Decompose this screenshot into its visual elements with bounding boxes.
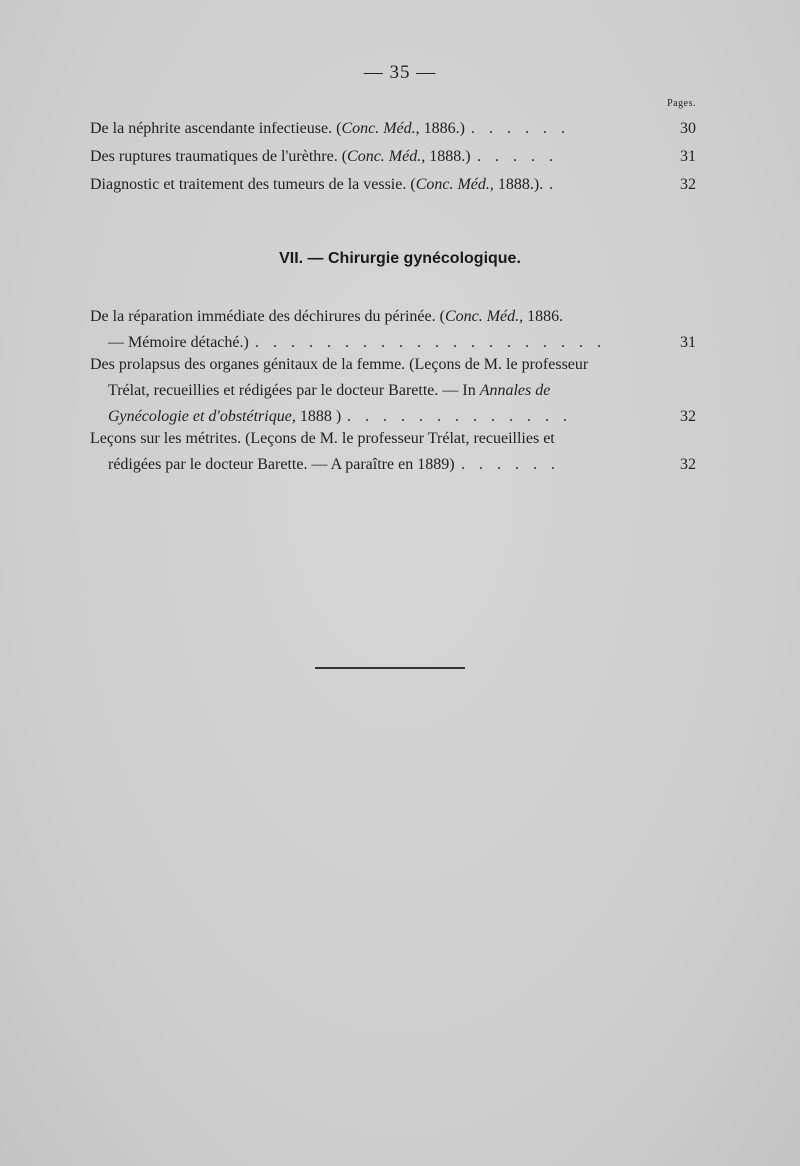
toc-entry-line [90,452,696,478]
section-title: VII. — Chirurgie gynécologique. [279,250,521,267]
entry-text-roman: rédigées par le docteur Barette. — A paraître en 1889) [108,456,455,473]
entry-text-roman: Trélat, recueillies et rédigées par le docteur Barette. — In [108,382,480,399]
page-reference: 32 [680,408,696,425]
entry-text-roman: , 1886.) [415,120,465,137]
closing-rule [315,667,465,669]
toc-entry [90,352,696,430]
page-reference: 31 [680,334,696,351]
page-number: — 35 — [363,62,437,83]
entry-text-roman: , 1888 ) [291,408,342,425]
toc-entry [90,426,696,478]
entry-text-roman: , 1886. [519,308,564,325]
entry-text-italic: Gynécologie et d'obstétrique [108,408,292,425]
leader-dots: . . . . . . [471,120,570,137]
leader-dots: . . . . . . . . . . . . . . . . . . . . [255,334,606,351]
page-reference: 32 [680,456,696,473]
entry-text [90,352,588,378]
toc-entry [90,304,696,356]
entry-text-italic: Conc. Méd. [444,308,520,325]
toc-entry-line [90,378,696,404]
page-reference: 30 [680,120,696,137]
entry-text [108,378,550,404]
entry-text [108,452,455,478]
toc-entry-line [90,426,696,452]
entry-text-roman: Diagnostic et traitement des tumeurs de la vessie. ( [90,176,416,193]
entry-text [90,426,555,452]
toc-entry-line [90,116,696,142]
entry-text-italic: Conc. Méd. [347,148,422,165]
entry-text-italic: Conc. Méd. [415,176,490,193]
toc-entry [90,116,696,142]
entry-text-roman: De la néphrite ascendante infectieuse. ( [90,120,342,137]
entry-text-roman: Des prolapsus des organes génitaux de la femme. (Leçons de M. le professeur [90,356,589,373]
entry-text-roman: De la réparation immédiate des déchirures du périnée. ( [90,308,445,325]
toc-entry-line [90,304,696,330]
entry-text-roman: Des ruptures traumatiques de l'urèthre. ( [90,148,348,165]
toc-entry-line [90,144,696,170]
entry-text [90,304,563,330]
entry-text-roman: — Mémoire détaché.) [108,334,249,351]
entry-text-roman: Leçons sur les métrites. (Leçons de M. le professeur Trélat, recueillies et [90,430,555,447]
toc-entry-line [90,352,696,378]
page-reference: 32 [680,176,696,193]
leader-dots: . . . . . . . . . . . . . [347,408,572,425]
leader-dots: . . . . . . [461,456,560,473]
entry-text [90,172,543,198]
entry-text-roman: , 1888.) [421,148,471,165]
toc-entry [90,172,696,198]
toc-entry [90,144,696,170]
entry-text-roman: , 1888.). [489,176,544,193]
entry-text [90,144,471,170]
entry-text-italic: Annales de [479,382,551,399]
toc-entry-line [90,172,696,198]
leader-dots: . [549,176,558,193]
entry-text-italic: Conc. Méd. [341,120,416,137]
entry-text [90,116,465,142]
leader-dots: . . . . . [477,148,558,165]
pages-column-header: Pages. [667,98,696,109]
page-reference: 31 [680,148,696,165]
